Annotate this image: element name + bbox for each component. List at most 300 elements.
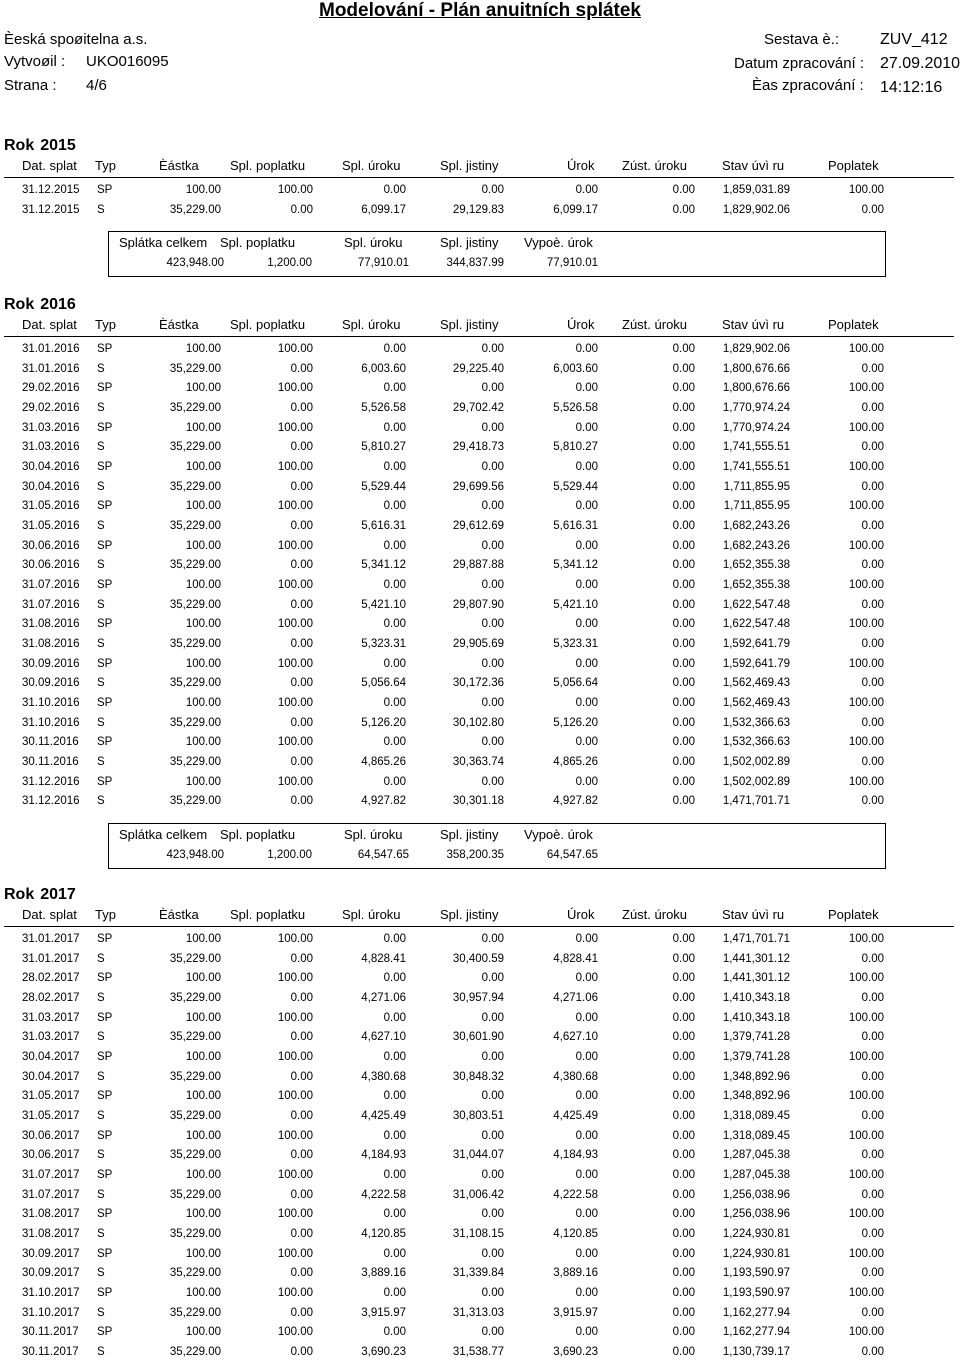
table-row [0,697,960,717]
table-cell: 1,741,555.51 [722,461,790,474]
table-cell: 1,348,892.96 [722,1090,790,1103]
table-cell: S [97,1070,105,1083]
table-row [0,1090,960,1110]
created-by-value: UKO016095 [86,53,169,70]
table-cell: 31.05.2016 [22,520,80,533]
table-cell: 0.00 [861,795,884,808]
table-row [0,184,960,204]
table-cell: 0.00 [861,1306,884,1319]
table-row [0,1248,960,1268]
table-cell: 0.00 [481,697,504,710]
table-cell: 100.00 [277,421,313,434]
table-cell: 0.00 [383,382,406,395]
table-cell: 31.07.2016 [22,598,80,611]
table-cell: 1,711,855.95 [723,500,790,513]
year-value: 2016 [40,296,76,313]
table-cell: 4,222.58 [553,1188,598,1201]
table-cell: 0.00 [290,1070,313,1083]
table-cell: 0.00 [481,500,504,513]
table-cell: 0.00 [575,933,598,945]
column-header: Dat. splat [22,158,77,173]
table-cell: 31.03.2016 [22,441,80,454]
table-cell: 0.00 [481,184,504,196]
summary-value: 344,837.99 [446,257,504,270]
table-cell: 4,627.10 [361,1031,406,1044]
table-cell: 1,224,930.81 [722,1228,790,1241]
table-cell: 31.03.2016 [22,421,80,434]
table-cell: S [97,203,105,216]
table-cell: 100.00 [185,500,221,513]
table-cell: 0.00 [290,795,313,808]
table-cell: 30.06.2017 [22,1129,80,1142]
table-cell: SP [97,736,113,749]
page-value: 4/6 [86,77,107,94]
table-cell: SP [97,1208,113,1221]
table-cell: 30.11.2017 [22,1326,79,1339]
table-cell: 3,889.16 [361,1267,406,1280]
table-cell: S [97,520,105,533]
table-cell: 0.00 [481,736,504,749]
table-cell: 0.00 [481,1129,504,1142]
table-cell: 31,108.15 [452,1228,504,1241]
table-row [0,402,960,422]
table-cell: 0.00 [575,184,598,196]
table-cell: 0.00 [575,421,598,434]
table-cell: 0.00 [575,343,598,355]
table-cell: SP [97,1090,113,1103]
table-cell: 100.00 [848,1326,884,1339]
table-cell: 100.00 [848,1287,884,1300]
table-row [0,1031,960,1051]
table-cell: 0.00 [672,480,695,493]
table-cell: 1,471,701.71 [722,933,790,945]
table-cell: SP [97,1169,113,1182]
table-cell: 0.00 [672,638,695,651]
table-cell: 100.00 [848,1129,884,1142]
table-cell: 100.00 [185,1247,221,1260]
table-cell: 0.00 [383,539,406,552]
table-cell: 1,770,974.24 [722,421,790,434]
table-cell: 0.00 [575,1326,598,1339]
table-cell: 1,652,355.38 [722,579,790,592]
table-cell: 30.11.2017 [22,1346,79,1359]
table-cell: 100.00 [277,1129,313,1142]
table-cell: 1,829,902.06 [722,203,790,216]
table-cell: 100.00 [277,343,313,355]
table-cell: 0.00 [861,402,884,414]
table-cell: 0.00 [481,343,504,355]
table-cell: 0.00 [575,1129,598,1142]
table-cell: 29,887.88 [452,559,504,572]
table-cell: 0.00 [672,343,695,355]
table-cell: 35,229.00 [169,1228,221,1241]
table-cell: 0.00 [672,421,695,434]
summary-value: 64,547.65 [546,849,598,862]
table-cell: 5,421.10 [553,598,598,611]
table-cell: S [97,992,105,1004]
summary-label: Vypoè. úrok [524,235,593,251]
table-cell: 100.00 [185,1090,221,1103]
table-cell: 0.00 [672,618,695,631]
column-header: Stav úvì ru [722,317,785,332]
table-cell: S [97,480,105,493]
column-header: Zúst. úroku [622,158,688,173]
table-cell: 1,622,547.48 [722,618,790,631]
table-cell: 100.00 [185,972,221,985]
table-cell: 100.00 [848,1247,884,1260]
table-cell: 0.00 [481,1287,504,1300]
table-cell: 0.00 [383,972,406,985]
column-header: Spl. jistiny [440,317,499,332]
table-cell: 1,800,676.66 [722,382,790,395]
table-cell: 4,927.82 [553,795,598,808]
column-header: Èástka [159,907,199,922]
table-cell: 0.00 [290,716,313,729]
table-cell: 0.00 [383,1090,406,1103]
table-cell: 100.00 [185,775,221,788]
table-cell: 0.00 [481,657,504,670]
table-cell: 5,616.31 [553,520,598,533]
table-cell: 100.00 [185,184,221,196]
table-cell: 30.04.2016 [22,461,80,474]
table-row [0,953,960,973]
table-cell: 0.00 [383,500,406,513]
table-cell: 35,229.00 [169,1070,221,1083]
table-cell: 0.00 [290,441,313,454]
table-cell: 0.00 [672,559,695,572]
table-cell: 0.00 [575,697,598,710]
table-cell: S [97,795,105,808]
table-cell: 1,471,701.71 [722,795,790,808]
section-summary-box [108,231,886,277]
table-cell: 35,229.00 [169,677,221,690]
table-row [0,638,960,658]
table-cell: 1,256,038.96 [722,1208,790,1221]
table-cell: 100.00 [848,184,884,196]
table-cell: 0.00 [481,972,504,985]
table-cell: 100.00 [277,539,313,552]
column-header: Poplatek [828,158,879,173]
table-cell: 0.00 [290,203,313,216]
table-row [0,441,960,461]
table-row [0,1287,960,1307]
table-row [0,1208,960,1228]
table-cell: 100.00 [848,736,884,749]
section-summary-box [108,823,886,869]
table-cell: 1,770,974.24 [722,402,790,414]
table-cell: 100.00 [185,1169,221,1182]
table-cell: 31.08.2016 [22,638,80,651]
table-cell: 0.00 [861,559,884,572]
table-cell: 100.00 [848,539,884,552]
table-cell: 3,690.23 [361,1346,406,1359]
table-cell: SP [97,933,113,945]
table-cell: 1,162,277.94 [722,1326,790,1339]
table-cell: 31.10.2017 [22,1306,80,1319]
table-cell: 0.00 [383,1011,406,1024]
table-cell: 100.00 [848,1208,884,1221]
table-cell: 100.00 [277,933,313,945]
table-cell: SP [97,500,113,513]
table-cell: 1,562,469.43 [722,677,790,690]
table-cell: 100.00 [185,1208,221,1221]
table-cell: 1,711,855.95 [723,480,790,493]
table-row [0,736,960,756]
table-cell: 0.00 [575,1208,598,1221]
column-header: Spl. poplatku [230,158,306,173]
table-cell: 100.00 [277,1090,313,1103]
table-cell: 29,129.83 [452,203,504,216]
table-cell: 31.08.2016 [22,618,80,631]
table-cell: 0.00 [575,579,598,592]
table-cell: 0.00 [575,382,598,395]
table-cell: 100.00 [848,421,884,434]
table-cell: 0.00 [290,992,313,1004]
table-cell: SP [97,972,113,985]
table-cell: 100.00 [185,736,221,749]
table-cell: S [97,756,105,769]
table-row [0,1130,960,1150]
table-cell: 4,828.41 [553,952,598,965]
table-cell: 28.02.2017 [22,972,80,985]
table-cell: 30,172.36 [452,677,504,690]
table-cell: 100.00 [185,343,221,355]
table-cell: 35,229.00 [169,520,221,533]
table-cell: 1,441,301.12 [722,972,790,985]
column-header: Spl. poplatku [230,317,306,332]
summary-value: 358,200.35 [446,849,504,862]
table-cell: 1,130,739.17 [722,1346,790,1359]
summary-value: 64,547.65 [357,849,409,862]
table-cell: 5,526.58 [553,402,598,414]
table-cell: 0.00 [383,933,406,945]
table-cell: 29.02.2016 [22,382,80,395]
table-cell: 1,741,555.51 [722,441,790,454]
table-cell: 6,099.17 [553,203,598,216]
table-cell: 4,927.82 [361,795,406,808]
table-cell: 1,800,676.66 [722,362,790,375]
column-header: Poplatek [828,317,879,332]
table-cell: 0.00 [575,1169,598,1182]
table-row [0,382,960,402]
table-cell: 0.00 [672,579,695,592]
table-cell: 0.00 [672,1267,695,1280]
table-cell: 0.00 [383,697,406,710]
table-cell: 100.00 [277,657,313,670]
table-row [0,363,960,383]
table-cell: 35,229.00 [169,1188,221,1201]
table-cell: 5,323.31 [553,638,598,651]
year-prefix: Rok [4,137,35,154]
table-cell: 31,339.84 [452,1267,504,1280]
table-cell: 0.00 [861,1110,884,1123]
table-cell: 0.00 [383,1129,406,1142]
table-cell: S [97,638,105,651]
table-cell: 5,421.10 [361,598,406,611]
table-cell: 31.12.2016 [22,795,80,808]
column-header: Zúst. úroku [622,907,688,922]
table-cell: 31.08.2017 [22,1228,80,1241]
bank-name: Èeská spoøitelna a.s. [4,31,148,48]
table-row [0,559,960,579]
table-cell: 29.02.2016 [22,402,80,414]
table-cell: 4,425.49 [361,1110,406,1123]
table-cell: 30.06.2016 [22,539,80,552]
table-cell: 0.00 [575,539,598,552]
column-header: Spl. úroku [342,317,401,332]
table-cell: 4,120.85 [361,1228,406,1241]
table-row [0,1110,960,1130]
table-cell: 28.02.2017 [22,992,80,1004]
table-cell: 31.03.2017 [22,1011,80,1024]
table-row [0,540,960,560]
table-cell: 29,905.69 [452,638,504,651]
table-cell: 0.00 [861,441,884,454]
table-cell: 0.00 [672,677,695,690]
table-row [0,1071,960,1091]
table-cell: 1,287,045.38 [722,1169,790,1182]
table-cell: 1,224,930.81 [722,1247,790,1260]
table-cell: 5,810.27 [553,441,598,454]
table-cell: 5,529.44 [361,480,406,493]
table-cell: 0.00 [290,952,313,965]
table-cell: 35,229.00 [169,952,221,965]
table-cell: 4,271.06 [361,992,406,1004]
table-cell: 30.04.2017 [22,1070,80,1083]
table-cell: 5,616.31 [361,520,406,533]
summary-value: 77,910.01 [357,257,409,270]
table-cell: SP [97,1129,113,1142]
table-cell: 100.00 [848,461,884,474]
table-cell: 35,229.00 [169,362,221,375]
table-cell: 31.05.2016 [22,500,80,513]
summary-value: 77,910.01 [546,257,598,270]
table-cell: 0.00 [575,657,598,670]
processing-date-value: 27.09.2010 [880,55,960,72]
table-row [0,1169,960,1189]
table-row [0,1051,960,1071]
table-cell: 0.00 [861,520,884,533]
table-cell: 35,229.00 [169,1149,221,1162]
table-row [0,579,960,599]
column-header: Typ [95,907,116,922]
table-cell: 0.00 [672,756,695,769]
table-cell: 100.00 [277,579,313,592]
table-row [0,1326,960,1346]
table-cell: 0.00 [672,1169,695,1182]
table-row [0,1149,960,1169]
table-cell: SP [97,618,113,631]
table-cell: 0.00 [672,1306,695,1319]
year-heading [4,137,76,155]
table-cell: 1,682,243.26 [722,520,790,533]
summary-label: Spl. úroku [344,235,403,251]
table-cell: 0.00 [575,618,598,631]
summary-label: Vypoè. úrok [524,827,593,843]
table-cell: 5,323.31 [361,638,406,651]
table-cell: 0.00 [861,480,884,493]
table-cell: S [97,1110,105,1123]
table-cell: 31.12.2015 [22,203,80,216]
table-cell: 35,229.00 [169,1346,221,1359]
table-cell: 0.00 [672,697,695,710]
table-cell: 100.00 [185,1287,221,1300]
table-cell: 5,529.44 [553,480,598,493]
table-cell: 30,601.90 [452,1031,504,1044]
column-header: Poplatek [828,907,879,922]
table-cell: 30,400.59 [452,952,504,965]
table-cell: 0.00 [861,1031,884,1044]
table-cell: 0.00 [481,382,504,395]
table-cell: 35,229.00 [169,402,221,414]
table-cell: 5,126.20 [361,716,406,729]
table-cell: 29,612.69 [452,520,504,533]
table-cell: 4,184.93 [553,1149,598,1162]
summary-label: Splátka celkem [119,827,208,843]
table-cell: 6,003.60 [361,362,406,375]
table-cell: S [97,1346,105,1359]
table-row [0,461,960,481]
table-cell: 0.00 [481,1090,504,1103]
table-row [0,992,960,1012]
table-cell: 0.00 [672,795,695,808]
year-prefix: Rok [4,296,35,313]
table-cell: 0.00 [290,1031,313,1044]
table-cell: 31.10.2016 [22,716,80,729]
table-cell: 0.00 [383,736,406,749]
table-cell: 0.00 [383,1208,406,1221]
table-cell: 100.00 [277,1011,313,1024]
table-cell: 100.00 [848,1090,884,1103]
column-header: Èástka [159,158,199,173]
table-cell: 0.00 [672,1051,695,1064]
table-cell: 0.00 [575,1051,598,1064]
table-cell: 0.00 [481,539,504,552]
table-cell: 0.00 [672,1346,695,1359]
table-cell: 0.00 [383,1326,406,1339]
table-cell: 5,341.12 [553,559,598,572]
table-row [0,658,960,678]
summary-label: Spl. úroku [344,827,403,843]
table-cell: 100.00 [185,1326,221,1339]
table-cell: 0.00 [383,618,406,631]
table-cell: 0.00 [672,657,695,670]
table-cell: 0.00 [290,598,313,611]
table-row [0,1346,960,1366]
table-cell: 31.08.2017 [22,1208,80,1221]
column-header: Dat. splat [22,907,77,922]
table-cell: 0.00 [672,1208,695,1221]
table-cell: 5,526.58 [361,402,406,414]
table-cell: 100.00 [277,500,313,513]
table-cell: 0.00 [575,1287,598,1300]
table-cell: 100.00 [277,775,313,788]
table-cell: 0.00 [672,1247,695,1260]
table-cell: 1,410,343.18 [722,1011,790,1024]
table-cell: 0.00 [290,559,313,572]
table-row [0,204,960,224]
table-cell: 30.04.2016 [22,480,80,493]
table-cell: 100.00 [848,500,884,513]
table-cell: 0.00 [672,382,695,395]
column-header: Stav úvì ru [722,158,785,173]
table-cell: 31.12.2016 [22,775,80,788]
table-cell: 0.00 [383,184,406,196]
table-cell: 0.00 [290,362,313,375]
table-cell: 30.09.2016 [22,657,80,670]
table-row [0,933,960,953]
table-cell: 1,441,301.12 [722,952,790,965]
